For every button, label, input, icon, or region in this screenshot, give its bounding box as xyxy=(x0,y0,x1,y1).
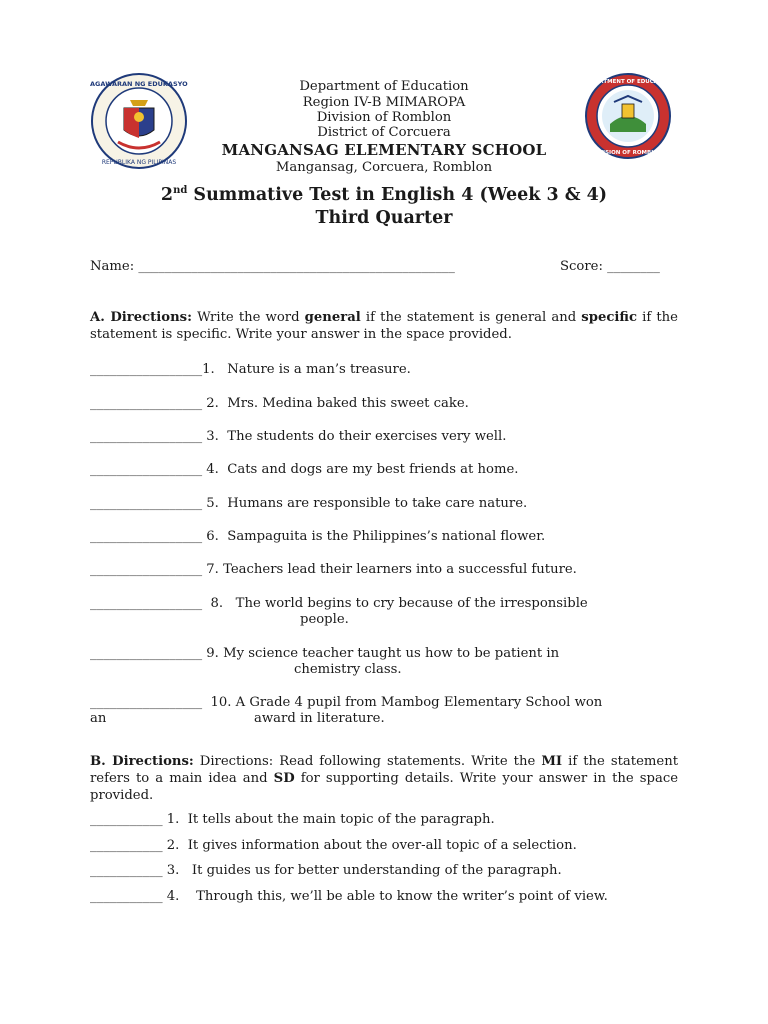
name-field[interactable] xyxy=(90,259,455,274)
part-a-item: _________________ 10. A Grade 4 pupil from Mambog Elementary School won xyxy=(90,695,603,710)
answer-blank[interactable]: ___________ xyxy=(90,838,163,853)
part-a-item: _________________ 7. Teachers lead their learners into a successful future. xyxy=(90,562,577,577)
answer-blank[interactable]: _________________ xyxy=(90,646,203,661)
part-b-item: ___________ 2. It gives information about the over-all topic of a selection. xyxy=(90,838,577,853)
answer-blank[interactable]: _________________ xyxy=(90,695,203,710)
score-label: Score: xyxy=(560,259,603,274)
department-line: Department of Education xyxy=(299,79,469,94)
part-a-item: _________________ 8. The world begins to cry because of the irresponsible xyxy=(90,596,588,611)
svg-text:REPUBLIKA NG PILIPINAS: REPUBLIKA NG PILIPINAS xyxy=(101,159,177,166)
answer-blank[interactable]: ___________ xyxy=(90,863,163,878)
part-a-item: _________________ 9. My science teacher taught us how to be patient in xyxy=(90,646,560,661)
region-line: Region IV-B MIMAROPA xyxy=(302,95,466,110)
answer-blank[interactable]: _________________ xyxy=(90,362,203,377)
part-a-item-continuation: award in literature. xyxy=(254,711,385,726)
answer-blank[interactable]: _________________ xyxy=(90,562,203,577)
school-address: Mangansag, Corcuera, Romblon xyxy=(275,160,493,175)
answer-blank[interactable]: _________________ xyxy=(90,462,203,477)
part-a-item: _________________ 2. Mrs. Medina baked this sweet cake. xyxy=(90,396,469,411)
part-a-item-continuation: an xyxy=(90,711,107,726)
test-subtitle: Third Quarter xyxy=(315,208,453,228)
score-field[interactable] xyxy=(560,259,660,274)
answer-blank[interactable]: _________________ xyxy=(90,429,203,444)
division-line: Division of Romblon xyxy=(316,110,452,125)
svg-text:DEPARTMENT OF EDUCATION: DEPARTMENT OF EDUCATION xyxy=(584,79,672,85)
part-a-item: _________________ 5. Humans are responsible to take care nature. xyxy=(90,496,528,511)
svg-text:DIVISION OF ROMBLON: DIVISION OF ROMBLON xyxy=(592,150,664,156)
answer-blank[interactable]: _________________ xyxy=(90,396,203,411)
answer-blank[interactable]: _________________ xyxy=(90,529,203,544)
part-a-item: _________________ 6. Sampaguita is the Philippines’s national flower. xyxy=(90,529,546,544)
part-a-directions: A. Directions: Write the word general if the statement is general and specific if the statement is specific. Write your answer in the space provided. xyxy=(90,310,678,342)
part-b-item: ___________ 4. Through this, we’ll be able to know the writer’s point of view. xyxy=(90,889,608,904)
district-line: District of Corcuera xyxy=(317,125,451,140)
part-a-item-continuation: chemistry class. xyxy=(294,662,402,677)
part-a-item-continuation: people. xyxy=(300,612,349,627)
part-a-item: _________________1. Nature is a man’s treasure. xyxy=(90,362,411,377)
part-b-item: ___________ 3. It guides us for better understanding of the paragraph. xyxy=(90,863,562,878)
svg-text:KAGAWARAN NG EDUKASYON: KAGAWARAN NG EDUKASYON xyxy=(90,80,188,88)
test-title: 2nd Summative Test in English 4 (Week 3 & 4) xyxy=(160,185,608,205)
score-line: ________ xyxy=(607,259,660,274)
answer-blank[interactable]: _________________ xyxy=(90,596,203,611)
part-a-item: _________________ 4. Cats and dogs are my best friends at home. xyxy=(90,462,519,477)
school-name: MANGANSAG ELEMENTARY SCHOOL xyxy=(221,141,547,159)
answer-blank[interactable]: ___________ xyxy=(90,812,163,827)
name-line: ________________________________________________ xyxy=(138,259,455,274)
answer-blank[interactable]: _________________ xyxy=(90,496,203,511)
part-b-item: ___________ 1. It tells about the main topic of the paragraph. xyxy=(90,812,495,827)
part-b-directions: B. Directions: Directions: Read following statements. Write the MI if the statement refers to a main idea and SD for supporting details. Write your answer in the space provided. xyxy=(90,754,679,803)
part-a-item: _________________ 3. The students do their exercises very well. xyxy=(90,429,507,444)
name-label: Name: xyxy=(90,259,135,274)
answer-blank[interactable]: ___________ xyxy=(90,889,163,904)
